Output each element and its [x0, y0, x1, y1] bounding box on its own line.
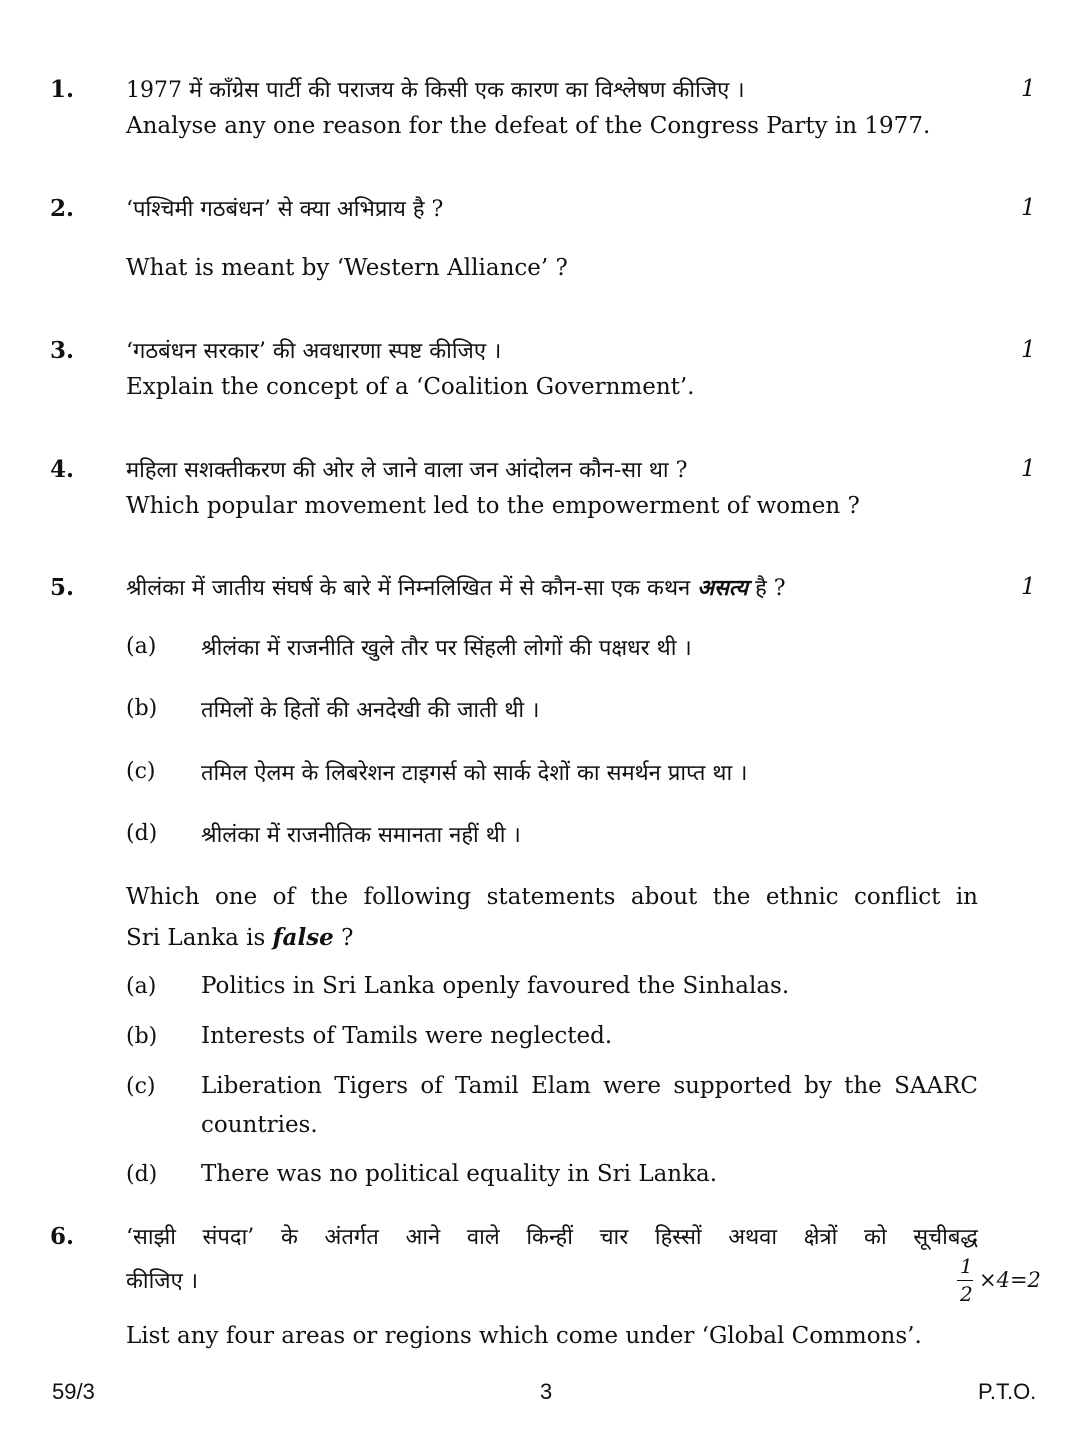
question-marks: 1: [1021, 456, 1036, 482]
marks-numerator: 1: [960, 1254, 973, 1278]
question-number: 2.: [50, 195, 75, 222]
question-number: 3.: [50, 337, 75, 364]
option-text: श्रीलंका में राजनीतिक समानता नहीं थी ।: [201, 823, 521, 848]
question-text-hindi-line2: कीजिए ।: [126, 1269, 199, 1294]
question-text-english: List any four areas or regions which come under ‘Global Commons’.: [126, 1323, 922, 1349]
option-letter: (c): [126, 1074, 156, 1099]
option-letter: (d): [126, 821, 158, 846]
option-text: Interests of Tamils were neglected.: [201, 1023, 613, 1049]
option-text-line1: Liberation Tigers of Tamil Elam were supported by the SAARC: [201, 1073, 978, 1099]
option-text: तमिलों के हितों की अनदेखी की जाती थी ।: [201, 698, 540, 723]
question-marks: 1: [1021, 195, 1036, 221]
question-number: 1.: [50, 76, 75, 103]
question-text-hindi: ‘गठबंधन सरकार’ की अवधारणा स्पष्ट कीजिए ।: [126, 339, 502, 364]
question-text-hindi: [126, 572, 786, 602]
fraction-bar: [957, 1280, 973, 1281]
option-text: There was no political equality in Sri Lanka.: [201, 1161, 718, 1187]
question-number: 5.: [50, 574, 75, 601]
option-text: श्रीलंका में राजनीति खुले तौर पर सिंहली लोगों की पक्षधर थी ।: [201, 636, 692, 661]
marks-multiplier: ×4=2: [979, 1268, 1041, 1292]
english-stem-start: Sri Lanka is: [126, 925, 266, 951]
english-emphasis: false: [272, 924, 334, 951]
question-text-hindi-line1: [126, 1221, 978, 1251]
paper-code: 59/3: [52, 1379, 95, 1404]
hindi-stem: श्रीलंका में जातीय संघर्ष के बारे में निम्नलिखित में से कौन-सा एक कथन: [126, 576, 691, 601]
option-letter: (b): [126, 696, 158, 721]
hindi-stem-end: है ?: [755, 576, 786, 601]
hindi-emphasis: असत्य: [697, 575, 749, 601]
option-text: Politics in Sri Lanka openly favoured the Sinhalas.: [201, 973, 790, 999]
question-number: 6.: [50, 1223, 75, 1250]
marks-denominator: 2: [960, 1282, 973, 1306]
question-text-hindi: महिला सशक्तीकरण की ओर ले जाने वाला जन आंदोलन कौन-सा था ?: [126, 458, 688, 483]
question-text-english: Analyse any one reason for the defeat of the Congress Party in 1977.: [126, 113, 931, 139]
english-stem: Which one of the following statements about the ethnic conflict in: [126, 884, 978, 910]
question-text-hindi: 1977 में काँग्रेस पार्टी की पराजय के किसी एक कारण का विश्लेषण कीजिए ।: [126, 78, 745, 103]
question-text-english: Which popular movement led to the empowerment of women ?: [126, 493, 860, 519]
question-text-hindi: ‘पश्चिमी गठबंधन’ से क्या अभिप्राय है ?: [126, 197, 444, 222]
question-text-english: What is meant by ‘Western Alliance’ ?: [126, 255, 568, 281]
option-letter: (a): [126, 974, 157, 999]
option-letter: (b): [126, 1024, 158, 1049]
option-letter: (a): [126, 634, 157, 659]
option-text-line2: countries.: [201, 1112, 318, 1138]
pto-label: P.T.O.: [978, 1379, 1037, 1404]
option-letter: (c): [126, 759, 156, 784]
option-text: [201, 1073, 978, 1099]
question-marks: 1: [1021, 574, 1036, 600]
hindi-stem: ‘साझी संपदा’ के अंतर्गत आने वाले किन्हीं चार हिस्सों अथवा क्षेत्रों को सूचीबद्ध: [126, 1225, 978, 1250]
question-number: 4.: [50, 456, 75, 483]
question-marks: 1: [1021, 337, 1036, 363]
english-stem-end: ?: [341, 925, 354, 951]
option-text: तमिल ऐलम के लिबरेशन टाइगर्स को सार्क देशों का समर्थन प्राप्त था ।: [201, 761, 748, 786]
question-text-english-line1: [126, 884, 978, 910]
question-marks: 1: [1021, 76, 1036, 102]
option-letter: (d): [126, 1162, 158, 1187]
question-text-english: Explain the concept of a ‘Coalition Government’.: [126, 374, 695, 400]
question-text-english-line2: [126, 924, 353, 951]
page-number: 3: [540, 1379, 553, 1404]
